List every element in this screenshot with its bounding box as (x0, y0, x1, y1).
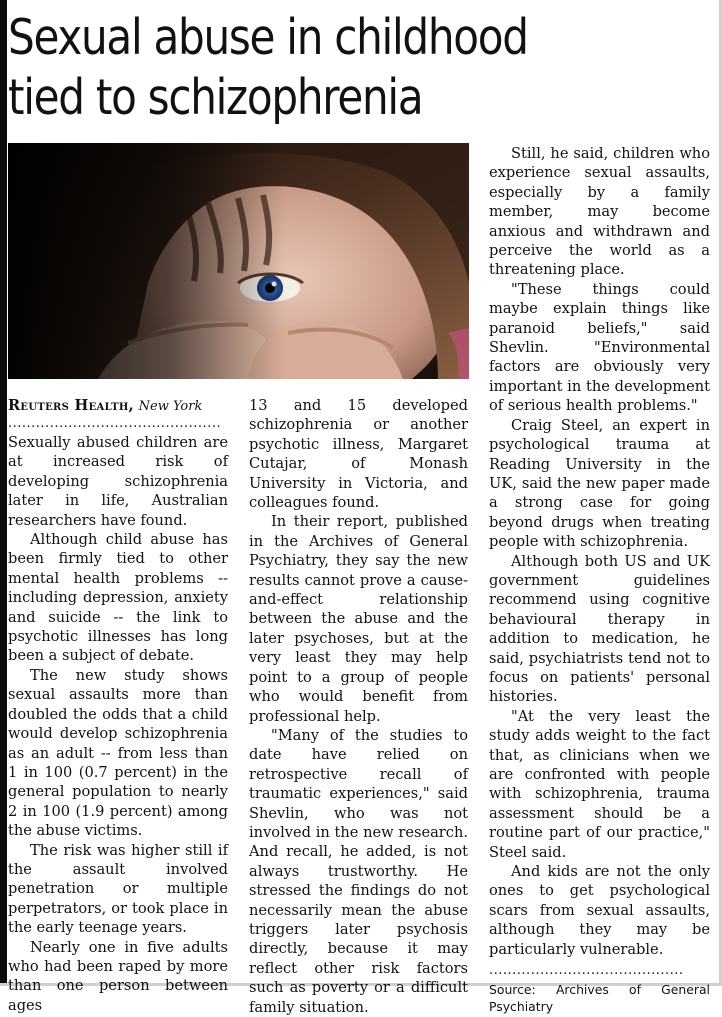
page-edge-left (0, 0, 7, 986)
paragraph: Still, he said, children who experience sexual assaults, especially by a family member, may become anxious and withdrawn and perceive the world as a threatening place. (489, 145, 710, 279)
byline (8, 396, 228, 417)
headline (8, 8, 610, 128)
paragraph: In their report, published in the Archives of General Psychiatry, they say the new results cannot prove a cause-and-effect relationship between the abuse and the later psychoses, but at the very least they may help point to a group of people who would benefit from professional help. (249, 513, 468, 725)
paragraph: Although child abuse has been firmly tied to other mental health problems -- including depression, anxiety and suicide -- the link to psychotic illnesses has long been a subject of debate. (8, 531, 228, 665)
paragraph: The risk was higher still if the assault involved penetration or multiple perpetrators, or took place in the early teenage years. (8, 841, 228, 937)
paragraph: "Many of the studies to date have relied on retrospective recall of traumatic experiences," said Shevlin, who was not involved in the new research. And recall, he added, is not always trustworthy. He stressed the findings do not necessarily mean the abuse triggers later psychosis directly, because it may reflect other risk factors such as poverty or a difficult family situation. (249, 726, 468, 1016)
paragraph: Nearly one in five adults who had been raped by more than one person between ages (8, 938, 228, 1014)
paragraph: "At the very least the study adds weight to the fact that, as clinicians when we are confronted with people with schizophrenia, trauma assessment should be a routine part of our practice," Steel said. (489, 707, 710, 861)
paragraph: Craig Steel, an expert in psychological trauma at Reading University in the UK, said the new paper made a strong case for going beyond drugs when treating people with schizophrenia. (489, 416, 710, 551)
paragraph: Sexually abused children are at increased risk of developing schizophrenia later in life, Australian researchers have found. (8, 434, 228, 529)
column-1 (8, 396, 228, 1015)
paragraph: The new study shows sexual assaults more than doubled the odds that a child would develop schizophrenia as an adult -- from less than 1 in 100 (0.7 percent) in the general population to nearly 2 in 100 (1.9 percent) among the abuse victims. (8, 666, 228, 840)
column-3 (489, 144, 710, 1015)
byline-agency: Reuters Health, (8, 397, 135, 414)
column-2 (249, 396, 468, 1017)
byline-city: New York (138, 399, 203, 414)
source-divider: .......................................... (489, 965, 684, 978)
paragraph: 13 and 15 developed schizophrenia or another psychotic illness, Margaret Cutajar, of Monash University in Victoria, and colleagues found. (249, 397, 468, 512)
paragraph: And kids are not the only ones to get psychological scars from sexual assaults, although they may be particularly vulnerable. (489, 863, 710, 958)
headline-line-1: Sexual abuse in childhood (8, 9, 528, 66)
article-photo-child-eye (8, 143, 469, 379)
source-note: Source: Archives of General Psychiatry (489, 982, 710, 1015)
headline-line-2: tied to schizophrenia (8, 69, 423, 126)
byline-divider: .............................................. (8, 417, 222, 431)
paragraph: "These things could maybe explain things like paranoid beliefs," said Shevlin. "Environmental factors are obviously very important in the development of serious health problems." (489, 280, 710, 415)
paragraph: Although both US and UK government guidelines recommend using cognitive behavioural therapy in addition to medication, he said, psychiatrists tend not to focus on patients' personal histories. (489, 552, 710, 706)
